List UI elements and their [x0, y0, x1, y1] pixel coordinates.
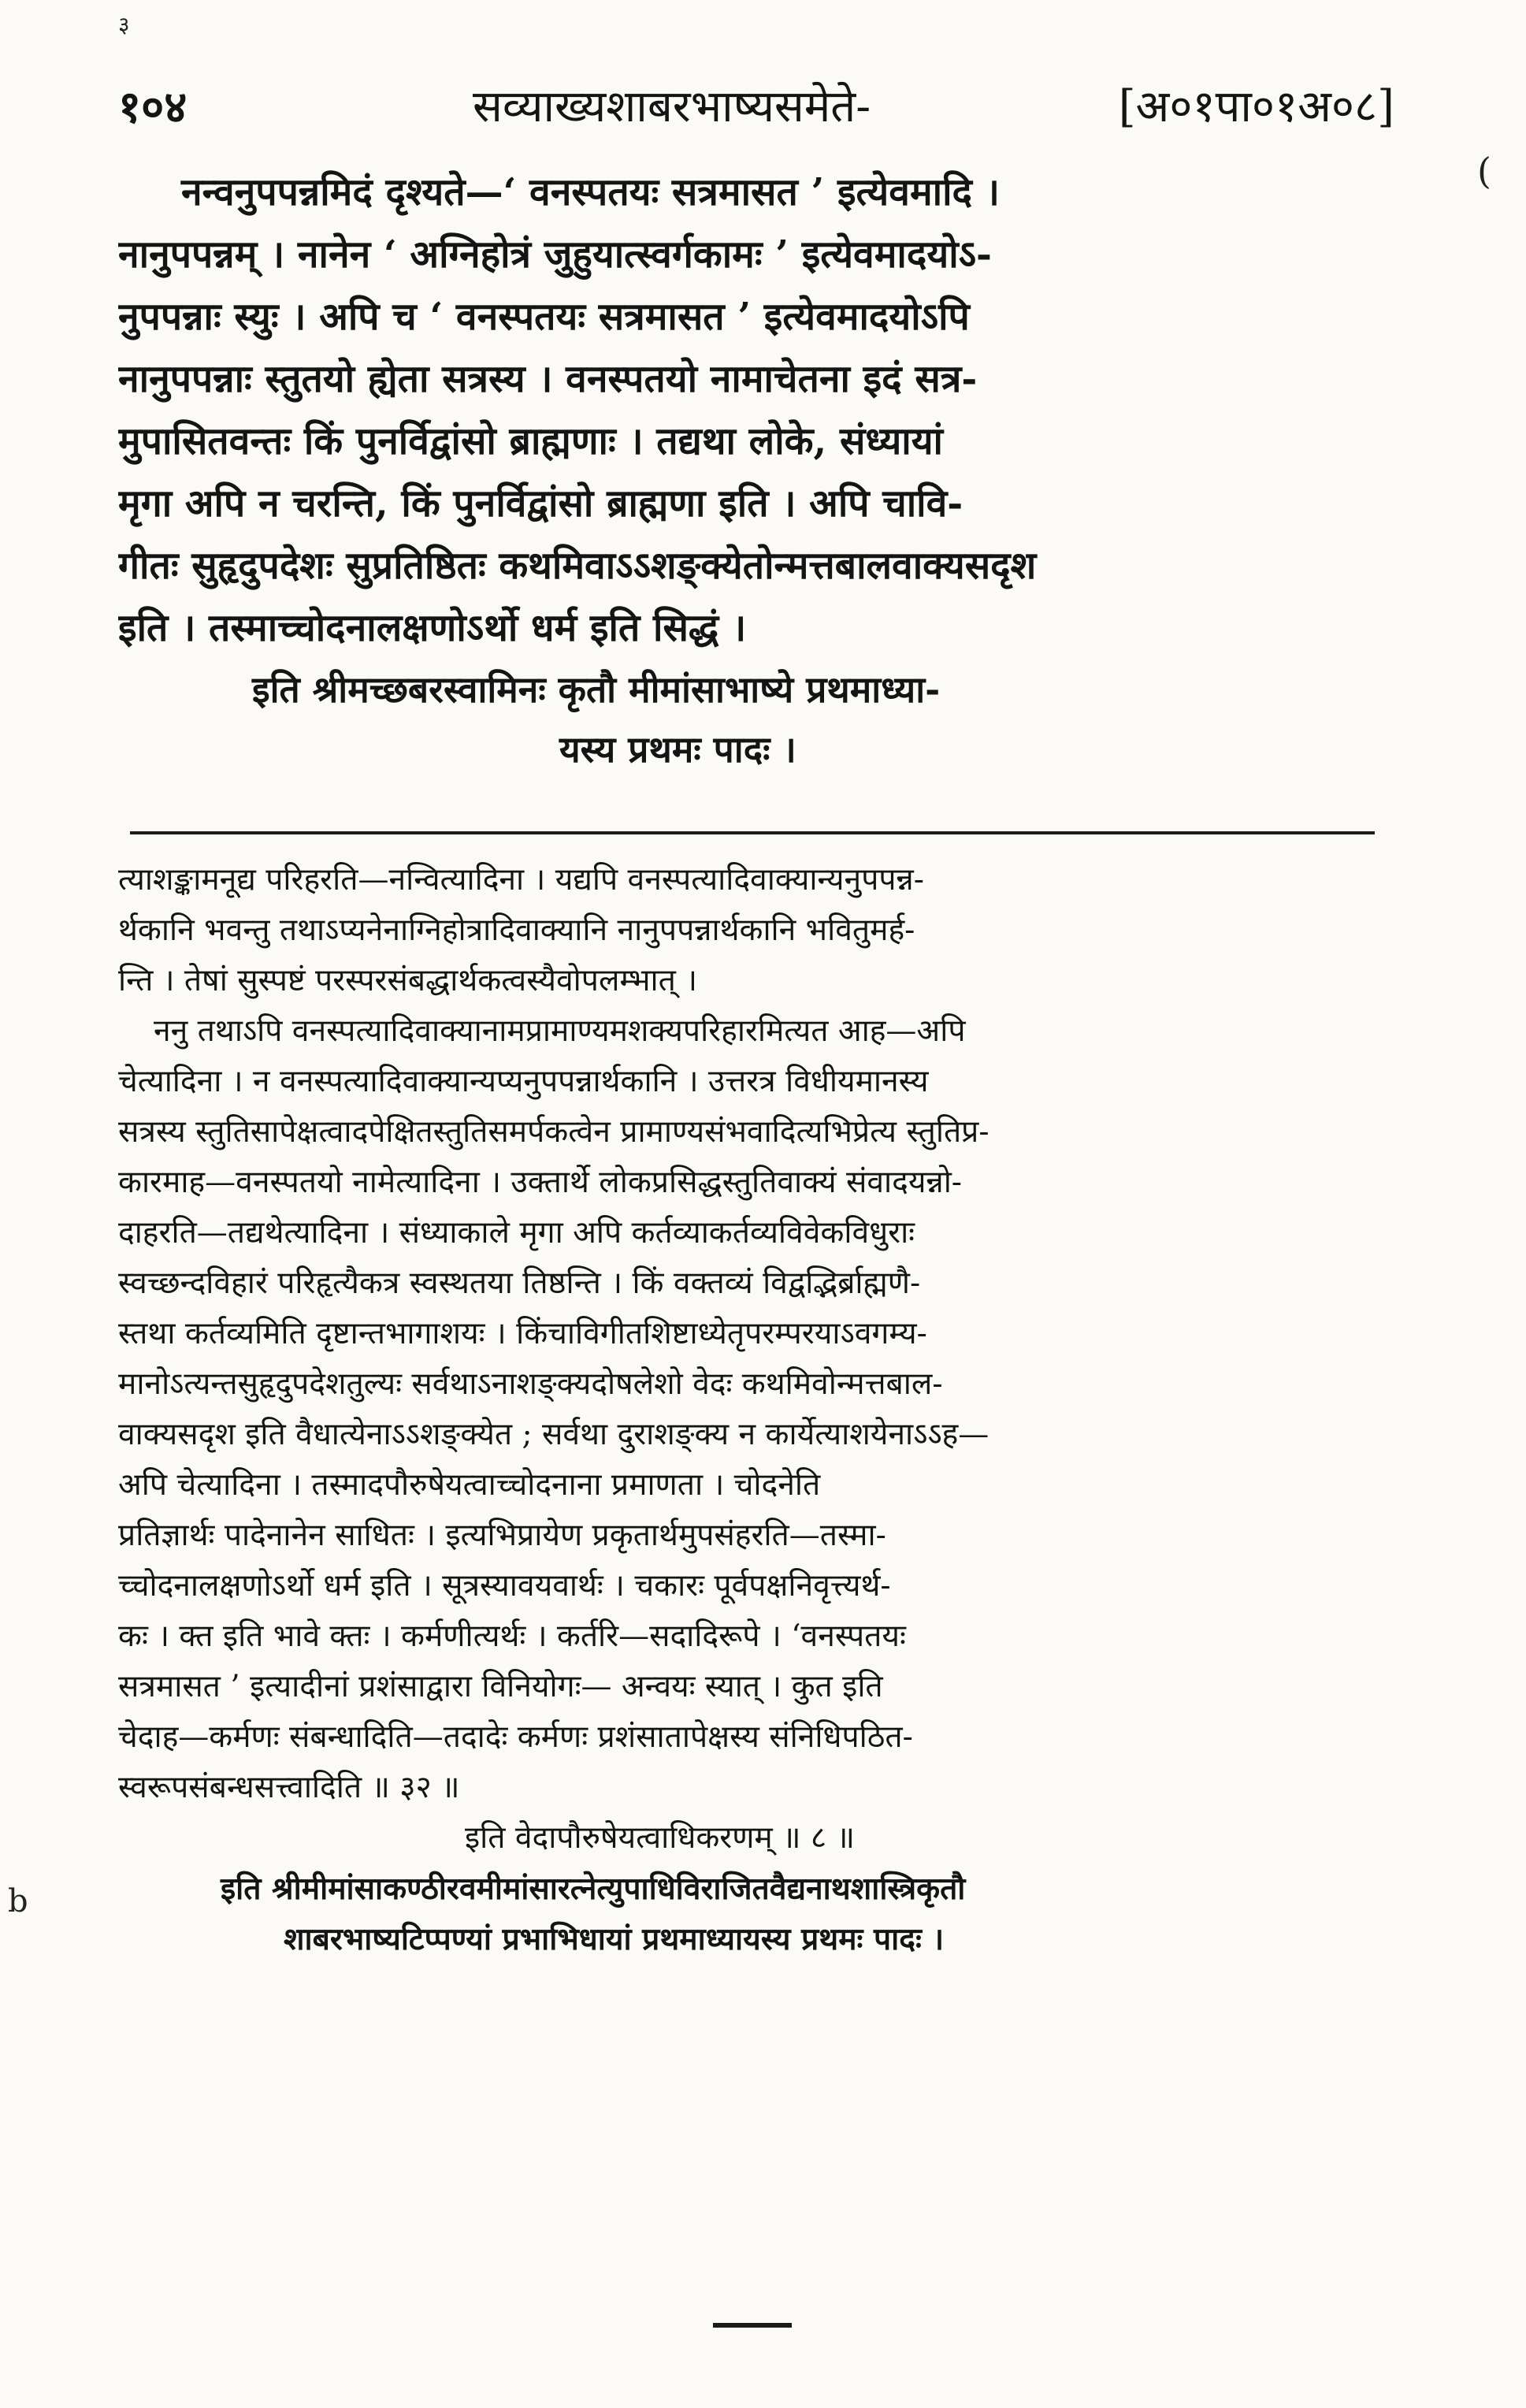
bhashya-line: नानुपपन्नम् । नानेन ‘ अग्निहोत्रं जुहुयात्स्वर्गकामः ’ इत्येवमादयोऽ- [118, 232, 992, 277]
right-margin-mark: ( [1477, 150, 1491, 192]
page-header [118, 76, 1394, 139]
bhashya-text [118, 162, 1394, 779]
commentary-line: दाहरति—तद्यथेत्यादिना । संध्याकाले मृगा अपि कर्तव्याकर्तव्यविवेकविधुराः [118, 1215, 915, 1250]
commentary-line: र्थकानि भवन्तु तथाऽप्यनेनाग्निहोत्रादिवाक्यानि नानुपपन्नार्थकानि भवितुमर्ह- [118, 912, 915, 948]
commentary-line: न्ति । तेषां सुस्पष्टं परस्परसंबद्धार्थकत्वस्यैवोपलम्भात् । [118, 963, 698, 998]
colophon-line: यस्य प्रथमः पादः । [559, 728, 796, 771]
page-number: १०४ [118, 81, 188, 133]
bhashya-line: मृगा अपि न चरन्ति, किं पुनर्विद्वांसो ब्राह्मणा इति । अपि चावि- [118, 481, 963, 526]
bhashya-line: मुपासितवन्तः किं पुनर्विद्वांसो ब्राह्मणाः । तद्यथा लोके, संध्यायां [118, 419, 943, 463]
commentary-line: वाक्यसदृश इति वैधात्येनाऽऽशङ्क्येत ; सर्वथा दुराशङ्क्य न कार्येत्याशयेनाऽऽह— [118, 1417, 989, 1452]
commentary-line: कः । क्त इति भावे क्तः । कर्मणीत्यर्थः । कर्तरि—सदादिरूपे । ‘वनस्पतयः [118, 1618, 906, 1654]
commentary-line: सत्रमासत ’ इत्यादीनां प्रशंसाद्वारा विनियोगः— अन्वयः स्यात् । कुत इति [118, 1669, 883, 1704]
commentary-line: ननु तथाऽपि वनस्पत्यादिवाक्यानामप्रामाण्यमशक्यपरिहारमित्यत आह—अपि [154, 1013, 966, 1049]
commentary-line: स्तथा कर्तव्यमिति दृष्टान्तभागाशयः । किंचाविगीतशिष्टाध्येतृपरम्परयाऽवगम्य- [118, 1316, 927, 1351]
top-margin-mark: ३ [118, 12, 130, 38]
commentary-text [118, 855, 1394, 1964]
adhikarana-colophon: इति वेदापौरुषेयत्वाधिकरणम् ॥ ८ ॥ [465, 1820, 855, 1856]
commentary-line: स्वच्छन्दविहारं परिहृत्यैकत्र स्वस्थतया तिष्ठन्ति । किं वक्तव्यं विद्वद्भिर्ब्राह्मणै- [118, 1265, 921, 1301]
bhashya-line: नुपपन्नाः स्युः । अपि च ‘ वनस्पतयः सत्रमासत ’ इत्येवमादयोऽपि [118, 295, 970, 339]
running-title: सव्याख्यशाबरभाष्यसमेते- [473, 81, 871, 132]
section-reference: [अ०१पा०१अ०८] [1118, 81, 1394, 132]
commentary-colophon-line: शाबरभाष्यटिप्पण्यां प्रभाभिधायां प्रथमाध्यायस्य प्रथमः पादः । [284, 1921, 945, 1957]
commentary-line: कारमाह—वनस्पतयो नामेत्यादिना । उक्तार्थे लोकप्रसिद्धस्तुतिवाक्यं संवादयन्नो- [118, 1165, 962, 1200]
commentary-line: अपि चेत्यादिना । तस्मादपौरुषेयत्वाच्चोदनाना प्रमाणता । चोदनेति [118, 1467, 821, 1503]
bhashya-line: नन्वनुपपन्नमिदं दृश्यते—‘ वनस्पतयः सत्रमासत ’ इत्येवमादि । [181, 170, 1000, 214]
commentary-line: सत्रस्य स्तुतिसापेक्षत्वादपेक्षितस्तुतिसमर्पकत्वेन प्रामाण्यसंभवादित्यभिप्रेत्य स्तुतिप्र- [118, 1114, 989, 1150]
commentary-line: स्वरूपसंबन्धसत्त्वादिति ॥ ३२ ॥ [118, 1770, 460, 1805]
commentary-colophon-line: इति श्रीमीमांसाकण्ठीरवमीमांसारत्नेत्युपाधिविराजितवैद्यनाथशास्त्रिकृतौ [221, 1871, 966, 1907]
commentary-line: चेदाह—कर्मणः संबन्धादिति—तदादेः कर्मणः प्रशंसातापेक्षस्य संनिधिपठित- [118, 1719, 913, 1755]
colophon-line: इति श्रीमच्छबरस्वामिनः कृतौ मीमांसाभाष्ये प्रथमाध्या- [252, 668, 941, 711]
bhashya-colophon [118, 660, 1394, 779]
commentary-line: त्याशङ्कामनूद्य परिहरति—नन्वित्यादिना । यद्यपि वनस्पत्यादिवाक्यान्यनुपपन्न- [118, 862, 924, 897]
commentary-line: मानोऽत्यन्तसुहृदुपदेशतुल्यः सर्वथाऽनाशङ्क्यदोषलेशो वेदः कथमिवोन्मत्तबाल- [118, 1366, 943, 1402]
commentary-line: प्रतिज्ञार्थः पादेनानेन साधितः । इत्यभिप्रायेण प्रकृतार्थमुपसंहरति—तस्मा- [118, 1518, 886, 1553]
bhashya-line: इति । तस्माच्चोदनालक्षणोऽर्थो धर्म इति सिद्धं । [118, 606, 747, 650]
section-divider [130, 831, 1375, 834]
commentary-line: च्चोदनालक्षणोऽर्थो धर्म इति । सूत्रस्यावयवार्थः । चकारः पूर्वपक्षनिवृत्त्यर्थ- [118, 1568, 891, 1603]
left-margin-mark: b [8, 1883, 28, 1919]
bhashya-line: गीतः सुहृदुपदेशः सुप्रतिष्ठितः कथमिवाऽऽशङ्क्येतोन्मत्तबालवाक्यसदृश [118, 544, 1037, 588]
end-ornament-rule [713, 2323, 792, 2328]
bhashya-line: नानुपपन्नाः स्तुतयो ह्येता सत्रस्य । वनस्पतयो नामाचेतना इदं सत्र- [118, 357, 978, 401]
commentary-line: चेत्यादिना । न वनस्पत्यादिवाक्यान्यप्यनुपपन्नार्थकानि । उत्तरत्र विधीयमानस्य [118, 1064, 929, 1099]
